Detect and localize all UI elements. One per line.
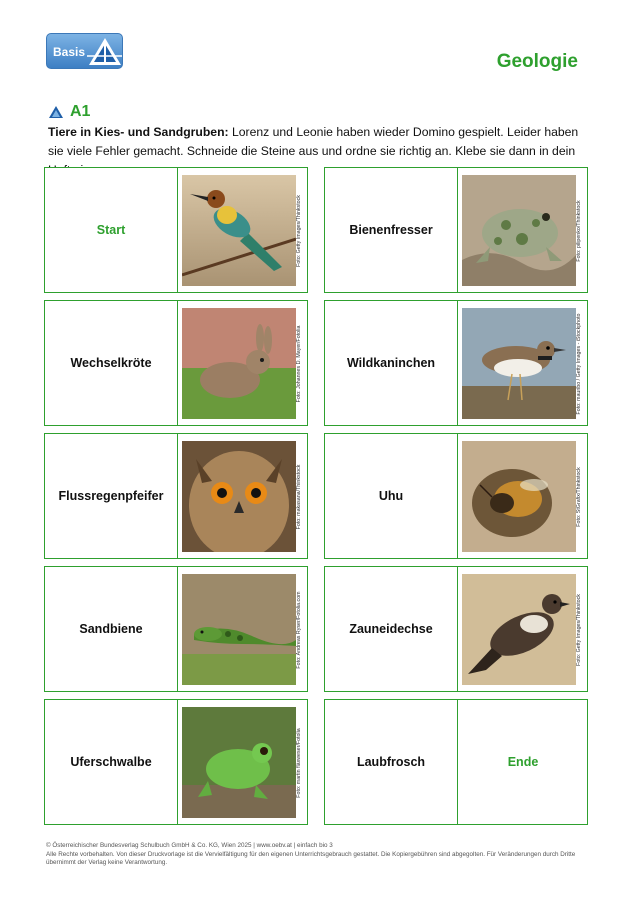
footer-rights: Alle Rechte vorbehalten. Von dieser Druckvorlage ist die Vervielfältigung für den eigenen Unterrichtsgebrauch gestattet. Die Kopiergebühren sind abgegolten. Für Veränderungen durch Dritte übernimmt der Verlag keine Verantwortung. <box>46 850 576 867</box>
mining-bee-photo <box>462 441 576 552</box>
domino-card[interactable] <box>324 433 588 559</box>
sand-martin-photo <box>462 574 576 685</box>
card-label: Sandbiene <box>79 622 143 636</box>
card-label: Uferschwalbe <box>70 755 152 769</box>
sand-lizard-photo <box>182 574 296 685</box>
task-number: A1 <box>70 103 91 120</box>
task-title: Tiere in Kies- und Sandgruben: <box>48 125 229 139</box>
card-end-label: Ende <box>507 755 539 769</box>
photo-credit: Foto: Getty Images/Thinkstock <box>576 594 582 666</box>
domino-card[interactable] <box>324 699 588 825</box>
green-toad-photo <box>462 175 576 286</box>
domino-card[interactable] <box>44 566 308 692</box>
domino-card[interactable] <box>324 300 588 426</box>
card-label: Wildkaninchen <box>346 356 436 370</box>
domino-card[interactable] <box>44 300 308 426</box>
photo-credit: Foto: pilipenko/Thinkstock <box>576 200 582 262</box>
card-label: Start <box>96 223 126 237</box>
photo-credit: Foto: mauribo / Getty Images - iStockphoto <box>576 313 582 415</box>
card-label: Zauneidechse <box>349 622 433 636</box>
card-label: Uhu <box>378 489 404 503</box>
bee-eater-bird-photo <box>182 175 296 286</box>
level-triangle-icon <box>48 105 64 119</box>
domino-card[interactable] <box>324 566 588 692</box>
tree-frog-photo <box>182 707 296 818</box>
domino-card[interactable] <box>44 699 308 825</box>
photo-credit: Foto: Getty Images/Thinkstock <box>296 195 302 267</box>
domino-card[interactable] <box>44 433 308 559</box>
photo-credit: Foto: StGrafix/Thinkstock <box>576 467 582 527</box>
card-label: Wechselkröte <box>70 356 152 370</box>
photo-credit: Foto: makasana/Thinkstock <box>296 464 302 530</box>
wild-rabbit-photo <box>182 308 296 419</box>
task-text: Lorenz und Leonie haben wieder Domino gespielt. Leider haben sie viele Fehler gemacht. Schneide die Steine aus und ordne sie richtig an. Klebe sie dann in dein <box>48 125 579 158</box>
logo-text: Basis <box>53 45 86 59</box>
basis-logo <box>46 33 123 69</box>
task-heading <box>48 102 90 122</box>
eagle-owl-photo <box>182 441 296 552</box>
card-label: Bienenfresser <box>349 223 433 237</box>
domino-card[interactable] <box>324 167 588 293</box>
photo-credit: Foto: martin fläxweser/Fotolia <box>296 728 302 798</box>
card-label: Flussregenpfeifer <box>58 489 164 503</box>
footer-copyright: © Österreichischer Bundesverlag Schulbuch GmbH & Co. KG, Wien 2025 | www.oebv.at | einfach bio 3 <box>46 842 333 849</box>
logo-triangle-icon <box>47 34 123 69</box>
footer <box>46 842 596 868</box>
photo-credit: Foto: Johannes D. Mayer/Fotolia <box>296 325 302 403</box>
card-label: Laubfrosch <box>356 755 426 769</box>
subject-title: Geologie <box>496 51 578 72</box>
photo-credit: Foto: Andreas Ryser/Fotolia.com <box>296 591 302 669</box>
little-ringed-plover-photo <box>462 308 576 419</box>
domino-card[interactable] <box>44 167 308 293</box>
